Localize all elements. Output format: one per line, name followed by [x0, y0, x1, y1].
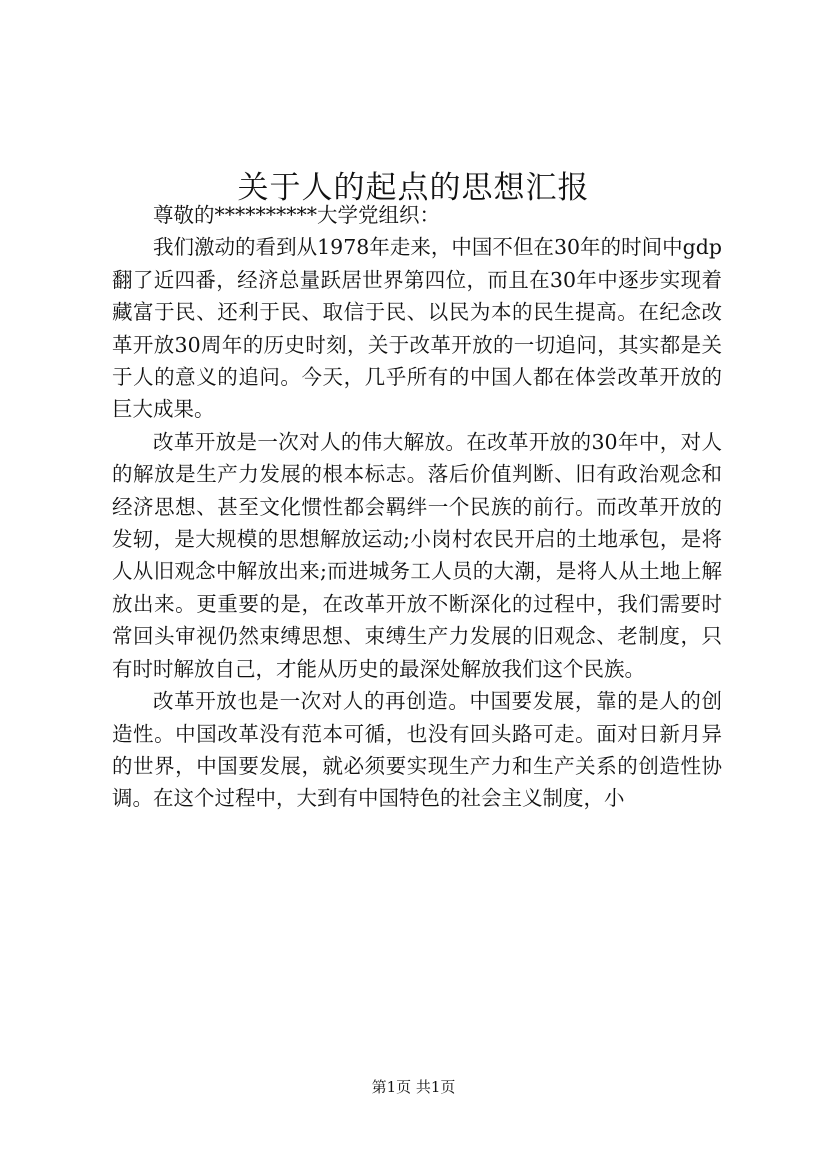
page-footer — [0, 1077, 827, 1097]
paragraph-2: 改革开放是一次对人的伟大解放。在改革开放的30年中，对人的解放是生产力发展的根本标志。落后价值判断、旧有政治观念和经济思想、甚至文化惯性都会羁绊一个民族的前行。而改革开放的发轫，是大规模的思想解放运动;小岗村农民开启的土地承包，是将人从旧观念中解放出来;而进城务工人员的大潮，是将人从土地上解放出来。更重要的是，在改革开放不断深化的过程中，我们需要时常回头审视仍然束缚思想、束缚生产力发展的旧观念、老制度，只有时时解放自己，才能从历史的最深处解放我们这个民族。 — [112, 429, 722, 681]
salutation: 尊敬的**********大学党组织： — [153, 203, 440, 227]
document-body — [112, 199, 722, 815]
paragraph-1: 我们激动的看到从1978年走来，中国不但在30年的时间中gdp翻了近四番，经济总量跃居世界第四位，而且在30年中逐步实现着藏富于民、还利于民、取信于民、以民为本的民生提高。在纪念改革开放30周年的历史时刻，关于改革开放的一切追问，其实都是关于人的意义的追问。今天，几乎所有的中国人都在体尝改革开放的巨大成果。 — [112, 235, 722, 422]
paragraph-3: 改革开放也是一次对人的再创造。中国要发展，靠的是人的创造性。中国改革没有范本可循，也没有回头路可走。面对日新月异的世界，中国要发展，就必须要实现生产力和生产关系的创造性协调。在这个过程中，大到有中国特色的社会主义制度，小 — [112, 689, 722, 811]
page-indicator: 第1页 共1页 — [371, 1078, 456, 1096]
document-title: 关于人的起点的思想汇报 — [237, 169, 590, 206]
